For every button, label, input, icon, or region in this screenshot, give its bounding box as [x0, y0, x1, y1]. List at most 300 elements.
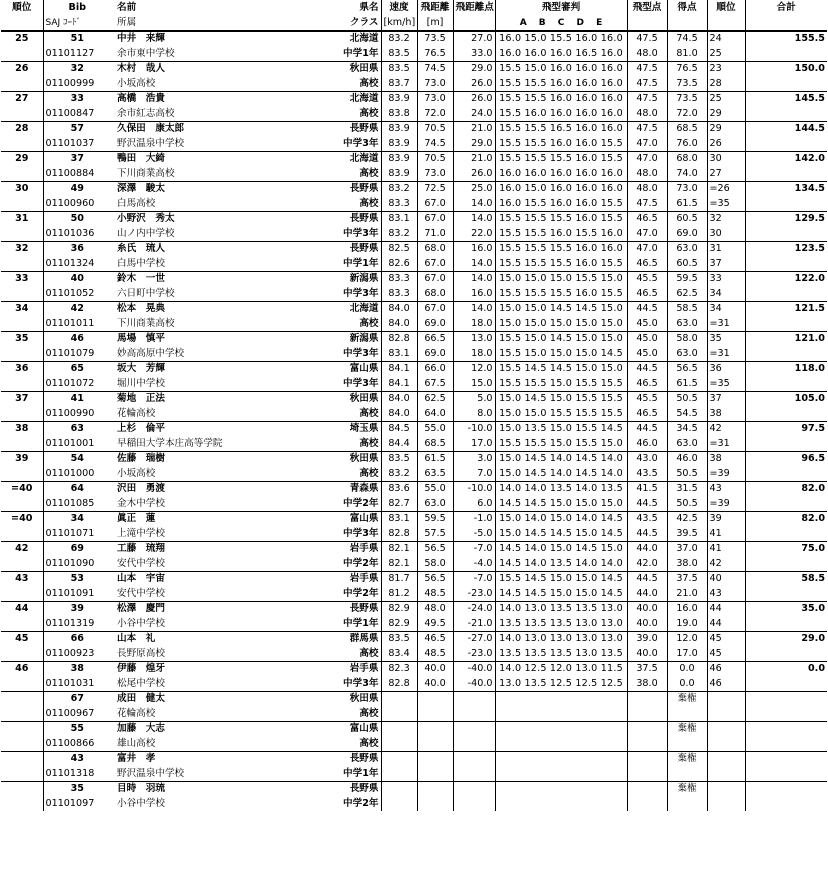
athlete-name: 木村 哉人	[117, 63, 165, 75]
rnk-1	[707, 692, 745, 707]
affiliation: 六日町中学校	[117, 287, 175, 299]
class: 高校	[359, 437, 379, 449]
name-pref-cell	[111, 512, 381, 527]
stylept-2: 42.0	[627, 557, 667, 572]
stylept-2: 44.5	[627, 527, 667, 542]
rnk-2: 38	[707, 407, 745, 422]
score-2: 38.0	[667, 557, 707, 572]
athlete-name: 久保田 康太郎	[117, 123, 185, 135]
bib-cell: 42	[43, 302, 111, 317]
dist-2: 72.0	[417, 107, 453, 122]
rnk-2: 26	[707, 137, 745, 152]
dist-1: 46.5	[417, 632, 453, 647]
dist-2: 73.0	[417, 77, 453, 92]
rank-cell: 31	[1, 212, 43, 242]
affil-class-cell	[111, 797, 381, 812]
score-1: 63.0	[667, 242, 707, 257]
dist-2: 76.5	[417, 47, 453, 62]
distpt-1: 13.0	[453, 332, 495, 347]
score-2: 17.0	[667, 647, 707, 662]
stylept-1: 47.0	[627, 242, 667, 257]
affil-class-cell	[111, 647, 381, 662]
distpt-1: 21.0	[453, 152, 495, 167]
affil-class-cell	[111, 227, 381, 242]
bib-cell: 35	[43, 782, 111, 797]
class: 高校	[359, 317, 379, 329]
table-row	[1, 692, 827, 707]
score-2: 54.5	[667, 407, 707, 422]
bib-cell: 53	[43, 572, 111, 587]
saj-code: 01100923	[43, 647, 111, 662]
stylept-2: 45.0	[627, 347, 667, 362]
stylept-2	[627, 767, 667, 782]
dist-1: 66.0	[417, 362, 453, 377]
affiliation: 早稲田大学本庄高等学院	[117, 437, 223, 449]
judges-1: 15.5 14.5 15.0 15.0 14.5	[495, 572, 627, 587]
name-pref-cell	[111, 62, 381, 77]
distpt-2: 33.0	[453, 47, 495, 62]
rnk-1: 23	[707, 62, 745, 77]
table-row-sub	[1, 767, 827, 782]
rnk-2: =35	[707, 377, 745, 392]
rnk-2: =31	[707, 317, 745, 332]
dist-1: 67.0	[417, 302, 453, 317]
rnk-2: 37	[707, 257, 745, 272]
stylept-1: 44.5	[627, 302, 667, 317]
affiliation: 安代中学校	[117, 587, 165, 599]
speed-1: 83.3	[381, 272, 417, 287]
rank-cell: 26	[1, 62, 43, 92]
table-row-sub	[1, 257, 827, 272]
saj-code: 01101127	[43, 47, 111, 62]
judges-1: 15.5 15.5 15.5 16.0 15.5	[495, 152, 627, 167]
dist-1: 61.5	[417, 452, 453, 467]
header-score: 得点	[667, 0, 707, 15]
speed-2	[381, 797, 417, 812]
bib-cell: 36	[43, 242, 111, 257]
speed-1: 83.5	[381, 452, 417, 467]
affil-class-cell	[111, 167, 381, 182]
affiliation: 山ノ内中学校	[117, 227, 175, 239]
stylept-1: 44.0	[627, 542, 667, 557]
rnk-2: 42	[707, 557, 745, 572]
stylept-2	[627, 737, 667, 752]
saj-code: 01100990	[43, 407, 111, 422]
dist-1: 56.5	[417, 542, 453, 557]
name-pref-cell	[111, 122, 381, 137]
bib-cell: 49	[43, 182, 111, 197]
speed-2: 82.8	[381, 677, 417, 692]
dist-1: 68.0	[417, 242, 453, 257]
stylept-2: 38.0	[627, 677, 667, 692]
affiliation: 花輪高校	[117, 407, 156, 419]
score-1: 73.0	[667, 182, 707, 197]
table-row-sub	[1, 647, 827, 662]
results-table	[1, 0, 827, 811]
score-2: 69.0	[667, 227, 707, 242]
stylept-1: 45.5	[627, 272, 667, 287]
dns-badge: 棄権	[667, 692, 707, 707]
distpt-2: -23.0	[453, 587, 495, 602]
rank-cell: 46	[1, 662, 43, 692]
prefecture: 長野県	[349, 753, 379, 765]
class: 中学2年	[343, 557, 379, 569]
table-row-sub	[1, 677, 827, 692]
rnk-2: 43	[707, 587, 745, 602]
class: 中学1年	[343, 257, 379, 269]
total-cell: 96.5	[745, 452, 827, 467]
dist-2: 49.5	[417, 617, 453, 632]
bib-cell: 55	[43, 722, 111, 737]
class: 中学3年	[343, 677, 379, 689]
saj-code: 01101037	[43, 137, 111, 152]
rnk-1: 42	[707, 422, 745, 437]
speed-1: 82.1	[381, 542, 417, 557]
stylept-2: 47.0	[627, 137, 667, 152]
judges-1: 15.5 15.5 15.5 16.0 15.5	[495, 212, 627, 227]
affil-class-cell	[111, 497, 381, 512]
score-2: 63.0	[667, 317, 707, 332]
name-pref-cell	[111, 31, 381, 47]
affil-class-cell	[111, 47, 381, 62]
saj-code: 01101090	[43, 557, 111, 572]
total-cell: 142.0	[745, 152, 827, 167]
speed-2: 82.6	[381, 257, 417, 272]
score-2: 61.5	[667, 377, 707, 392]
score-1: 31.5	[667, 482, 707, 497]
distpt-2: 6.0	[453, 497, 495, 512]
bib-cell: 65	[43, 362, 111, 377]
speed-2: 83.7	[381, 77, 417, 92]
distpt-1: 14.0	[453, 272, 495, 287]
affiliation: 余市東中学校	[117, 47, 175, 59]
judges-2: 15.5 15.5 15.5 16.0 15.5	[495, 257, 627, 272]
table-row-sub	[1, 227, 827, 242]
header-pref: 県名	[359, 1, 379, 13]
score-2: 62.5	[667, 287, 707, 302]
class: 中学3年	[343, 137, 379, 149]
stylept-2	[627, 797, 667, 812]
dist-1: 74.5	[417, 62, 453, 77]
dist-1	[417, 692, 453, 707]
dist-2: 63.5	[417, 467, 453, 482]
class: 高校	[359, 737, 379, 749]
speed-2	[381, 737, 417, 752]
header-speed-unit: [km/h]	[381, 15, 417, 31]
header-affil-class	[111, 15, 381, 31]
table-row-sub	[1, 107, 827, 122]
distpt-2	[453, 737, 495, 752]
class: 中学3年	[343, 227, 379, 239]
distpt-1: -24.0	[453, 602, 495, 617]
judges-2: 15.5 15.5 16.0 16.0 16.0	[495, 77, 627, 92]
dist-1: 70.5	[417, 122, 453, 137]
affil-class-cell	[111, 767, 381, 782]
prefecture: 岩手県	[349, 543, 379, 555]
athlete-name: 松澤 慶門	[117, 603, 165, 615]
class: 高校	[359, 467, 379, 479]
judges-2: 15.0 15.0 15.0 15.0 15.0	[495, 317, 627, 332]
total-cell: 123.5	[745, 242, 827, 257]
athlete-name: 馬場 慎平	[117, 333, 165, 345]
name-pref-cell	[111, 782, 381, 797]
stylept-2: 48.0	[627, 107, 667, 122]
dist-2	[417, 737, 453, 752]
distpt-2: -21.0	[453, 617, 495, 632]
rnk-2	[707, 737, 745, 752]
rank-cell	[1, 692, 43, 722]
table-row	[1, 542, 827, 557]
total-cell: 134.5	[745, 182, 827, 197]
stylept-1: 39.0	[627, 632, 667, 647]
affil-class-cell	[111, 737, 381, 752]
affiliation: 安代中学校	[117, 557, 165, 569]
affil-class-cell	[111, 467, 381, 482]
stylept-2: 44.5	[627, 497, 667, 512]
class: 高校	[359, 407, 379, 419]
table-row-sub	[1, 467, 827, 482]
rnk-1: 32	[707, 212, 745, 227]
dist-1: 55.0	[417, 482, 453, 497]
name-pref-cell	[111, 362, 381, 377]
judges-2: 13.0 13.5 12.5 12.5 12.5	[495, 677, 627, 692]
judges-1: 14.5 14.0 15.0 14.5 15.0	[495, 542, 627, 557]
saj-code: 01101085	[43, 497, 111, 512]
judges-1	[495, 722, 627, 737]
speed-2: 83.8	[381, 107, 417, 122]
athlete-name: 鈴木 一世	[117, 273, 165, 285]
saj-code: 01101036	[43, 227, 111, 242]
rank-cell	[1, 782, 43, 812]
bib-cell: 43	[43, 752, 111, 767]
judges-2: 15.5 15.5 16.0 15.5 16.0	[495, 227, 627, 242]
distpt-1: 12.0	[453, 362, 495, 377]
name-pref-cell	[111, 692, 381, 707]
bib-cell: 33	[43, 92, 111, 107]
stylept-2: 48.0	[627, 47, 667, 62]
distpt-2: 14.0	[453, 257, 495, 272]
distpt-2	[453, 707, 495, 722]
total-cell: 58.5	[745, 572, 827, 587]
saj-code: 01101091	[43, 587, 111, 602]
judges-2: 13.5 13.5 13.5 13.0 13.5	[495, 647, 627, 662]
distpt-1	[453, 722, 495, 737]
table-row-sub	[1, 167, 827, 182]
score-2	[667, 707, 707, 722]
speed-1	[381, 692, 417, 707]
athlete-name: 沢田 勇渡	[117, 483, 165, 495]
dist-2: 58.0	[417, 557, 453, 572]
header-dist-unit: [m]	[417, 15, 453, 31]
judges-1: 15.5 15.0 16.0 16.0 16.0	[495, 62, 627, 77]
prefecture: 北海道	[349, 153, 379, 165]
rnk-2: =31	[707, 437, 745, 452]
judges-1: 16.0 15.0 16.0 16.0 16.0	[495, 182, 627, 197]
judges-1: 15.0 14.0 15.0 14.0 14.5	[495, 512, 627, 527]
speed-1: 84.0	[381, 302, 417, 317]
header-rnk: 順位	[707, 0, 745, 15]
table-row-sub	[1, 137, 827, 152]
athlete-name: 山本 礼	[117, 633, 156, 645]
athlete-name: 加藤 大志	[117, 723, 165, 735]
judges-2	[495, 737, 627, 752]
header-row-2	[1, 15, 827, 31]
bib-cell: 41	[43, 392, 111, 407]
header-name: 名前	[117, 1, 137, 13]
rank-cell: 45	[1, 632, 43, 662]
class: 中学1年	[343, 767, 379, 779]
rank-cell: 34	[1, 302, 43, 332]
total-cell: 29.0	[745, 632, 827, 647]
speed-2: 83.1	[381, 347, 417, 362]
table-row	[1, 62, 827, 77]
affil-class-cell	[111, 707, 381, 722]
distpt-1: 21.0	[453, 122, 495, 137]
distpt-1: 29.0	[453, 62, 495, 77]
rnk-1: 39	[707, 512, 745, 527]
dist-1: 73.0	[417, 92, 453, 107]
score-2: 63.0	[667, 347, 707, 362]
score-1: 50.5	[667, 392, 707, 407]
header-rank: 順位	[12, 1, 32, 13]
speed-1: 83.6	[381, 482, 417, 497]
rnk-1: 45	[707, 632, 745, 647]
rnk-2: =39	[707, 467, 745, 482]
affil-class-cell	[111, 347, 381, 362]
distpt-1: 26.0	[453, 92, 495, 107]
rnk-1	[707, 722, 745, 737]
name-pref-cell	[111, 332, 381, 347]
affiliation: 白馬高校	[117, 197, 156, 209]
athlete-name: 深澤 駿太	[117, 183, 165, 195]
distpt-2: 29.0	[453, 137, 495, 152]
rnk-1: 41	[707, 542, 745, 557]
rnk-1: 46	[707, 662, 745, 677]
table-row-sub	[1, 317, 827, 332]
speed-1: 84.5	[381, 422, 417, 437]
saj-code: 01101072	[43, 377, 111, 392]
distpt-2: 16.0	[453, 287, 495, 302]
dist-1: 55.0	[417, 422, 453, 437]
class: 中学2年	[343, 797, 379, 809]
judges-2: 15.5 15.5 15.5 16.0 15.5	[495, 287, 627, 302]
speed-2	[381, 767, 417, 782]
table-row	[1, 782, 827, 797]
prefecture: 秋田県	[349, 453, 379, 465]
rnk-2: 34	[707, 287, 745, 302]
rnk-1: 44	[707, 602, 745, 617]
stylept-1: 46.5	[627, 212, 667, 227]
name-pref-cell	[111, 482, 381, 497]
dist-2: 63.0	[417, 497, 453, 512]
speed-2: 82.9	[381, 617, 417, 632]
dist-1: 66.5	[417, 332, 453, 347]
judges-1: 15.5 14.5 14.5 15.0 15.0	[495, 362, 627, 377]
rank-cell: 27	[1, 92, 43, 122]
judges-1: 15.5 15.5 15.5 16.0 16.0	[495, 242, 627, 257]
class: 高校	[359, 197, 379, 209]
rnk-1: 34	[707, 302, 745, 317]
total-cell: 150.0	[745, 62, 827, 77]
bib-cell: 32	[43, 62, 111, 77]
table-row-sub	[1, 617, 827, 632]
speed-2: 83.2	[381, 227, 417, 242]
bib-cell: 67	[43, 692, 111, 707]
affiliation: 白馬中学校	[117, 257, 165, 269]
stylept-2: 46.5	[627, 377, 667, 392]
rnk-2: =39	[707, 497, 745, 512]
header-saj: SAJ ｺｰﾄﾞ	[43, 15, 111, 31]
bib-cell: 69	[43, 542, 111, 557]
distpt-1: 27.0	[453, 31, 495, 47]
speed-1: 83.5	[381, 62, 417, 77]
judges-1: 15.0 14.5 15.0 15.5 15.5	[495, 392, 627, 407]
judges-2: 15.5 15.5 15.0 15.5 15.0	[495, 437, 627, 452]
dist-2	[417, 797, 453, 812]
athlete-name: 富井 孝	[117, 753, 156, 765]
distpt-2	[453, 797, 495, 812]
stylept-1: 40.0	[627, 602, 667, 617]
table-row-sub	[1, 287, 827, 302]
speed-1: 82.8	[381, 332, 417, 347]
stylept-2: 43.5	[627, 467, 667, 482]
table-row	[1, 572, 827, 587]
score-2: 76.0	[667, 137, 707, 152]
total-cell	[745, 782, 827, 797]
prefecture: 岩手県	[349, 663, 379, 675]
table-row	[1, 182, 827, 197]
saj-code: 01100866	[43, 737, 111, 752]
name-pref-cell	[111, 602, 381, 617]
affil-class-cell	[111, 407, 381, 422]
speed-2: 84.1	[381, 377, 417, 392]
dist-1: 59.5	[417, 512, 453, 527]
score-1: 42.5	[667, 512, 707, 527]
dist-1	[417, 722, 453, 737]
dist-2: 64.0	[417, 407, 453, 422]
name-pref-cell	[111, 302, 381, 317]
bib-cell: 63	[43, 422, 111, 437]
score-2	[667, 767, 707, 782]
stylept-2: 40.0	[627, 617, 667, 632]
stylept-1: 45.0	[627, 332, 667, 347]
distpt-2: 8.0	[453, 407, 495, 422]
score-1: 58.5	[667, 302, 707, 317]
table-row	[1, 602, 827, 617]
table-row	[1, 662, 827, 677]
results-body	[1, 31, 827, 811]
dist-2: 69.0	[417, 317, 453, 332]
total-cell: 105.0	[745, 392, 827, 407]
speed-1: 83.9	[381, 122, 417, 137]
class: 高校	[359, 77, 379, 89]
speed-1	[381, 752, 417, 767]
speed-2	[381, 707, 417, 722]
score-1: 59.5	[667, 272, 707, 287]
header-dist: 飛距離	[417, 0, 453, 15]
table-row	[1, 152, 827, 167]
judges-1	[495, 752, 627, 767]
total-cell: 155.5	[745, 31, 827, 47]
affiliation: 雄山高校	[117, 737, 156, 749]
table-row-sub	[1, 437, 827, 452]
stylept-1	[627, 692, 667, 707]
name-pref-cell	[111, 152, 381, 167]
judges-2: 14.5 14.5 15.0 15.0 15.0	[495, 497, 627, 512]
score-1: 76.5	[667, 62, 707, 77]
score-2: 73.5	[667, 77, 707, 92]
stylept-2: 44.0	[627, 587, 667, 602]
